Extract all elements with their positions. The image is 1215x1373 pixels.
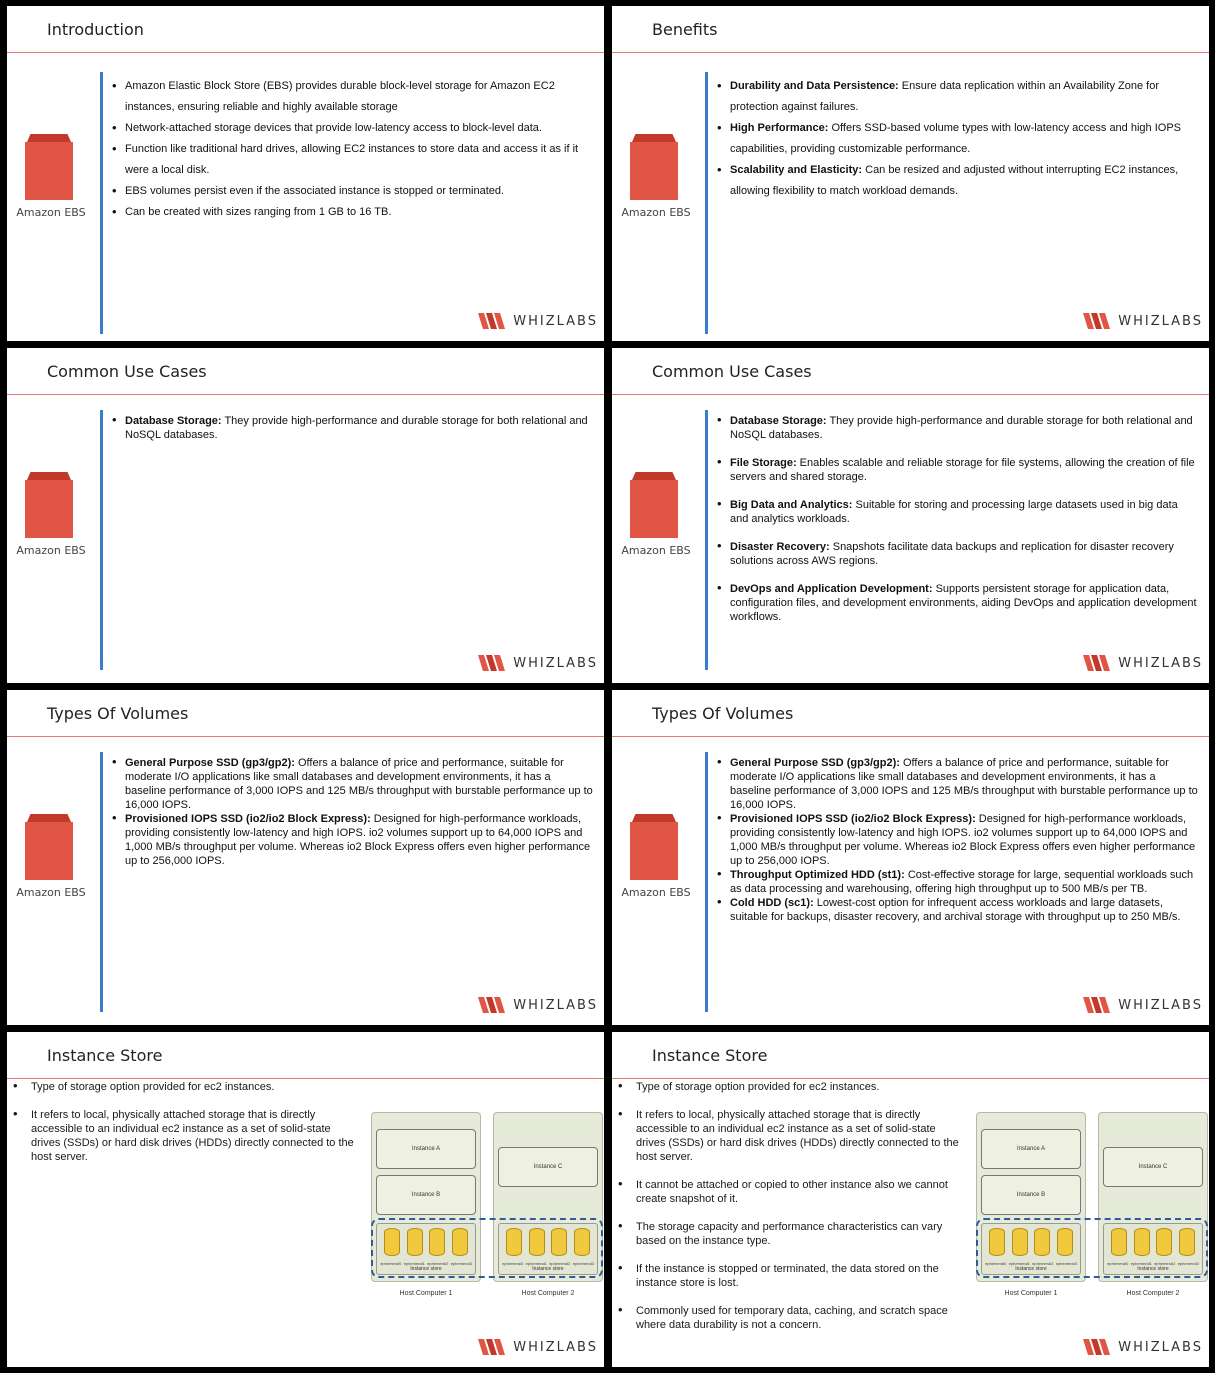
amazon-ebs-icon: [618, 472, 694, 557]
whizlabs-logo: [1083, 655, 1203, 671]
ephemeral-label: ephemeral1: [525, 1261, 547, 1266]
instance-box: [1103, 1147, 1203, 1187]
ephemeral-label: ephemeral3: [450, 1261, 472, 1266]
bullet-text: Enables scalable and reliable storage for file systems, allowing the creation of file servers and shared storage.: [730, 457, 1195, 483]
ephemeral-label: ephemeral0: [985, 1261, 1007, 1266]
bullet-item: [112, 812, 594, 868]
slide-title: Introduction: [47, 20, 144, 39]
whizlabs-logo-text: WHIZLABS: [1118, 313, 1203, 329]
slide-store-a: [7, 1032, 604, 1367]
bullet-item: [717, 498, 1199, 526]
bullet-item: [717, 582, 1199, 624]
slide-volumes-b: [612, 690, 1209, 1025]
bullet-text: The storage capacity and performance characteristics can vary based on the instance type.: [636, 1221, 943, 1247]
whizlabs-logo-text: WHIZLABS: [513, 313, 598, 329]
slide-title: Instance Store: [652, 1046, 768, 1065]
bullet-term: Database Storage:: [125, 415, 222, 427]
whizlabs-logo-text: WHIZLABS: [513, 655, 598, 671]
bullet-list: [13, 1080, 358, 1178]
ebs-cube-icon: [630, 814, 678, 880]
instance-store-dashed-group: [371, 1218, 603, 1278]
whizlabs-logo-icon: [478, 655, 508, 671]
bullet-item: [717, 76, 1199, 118]
instance-label: Instance A: [411, 1146, 441, 1152]
whizlabs-logo: [478, 997, 598, 1013]
bullet-text: Can be resized and adjusted without interrupting EC2 instances, allowing flexibility to match workload demands.: [730, 164, 1179, 197]
accent-bar: [100, 752, 103, 1012]
instance-label: Instance B: [1016, 1192, 1046, 1198]
amazon-ebs-caption: Amazon EBS: [621, 886, 691, 899]
bullet-term: General Purpose SSD (gp3/gp2):: [730, 757, 900, 769]
whizlabs-logo: [1083, 1339, 1203, 1355]
bullet-item: [717, 896, 1199, 924]
instance-store-diagram: [976, 1112, 1208, 1302]
whizlabs-logo: [478, 313, 598, 329]
accent-bar: [705, 72, 708, 334]
bullet-term: High Performance:: [730, 122, 829, 134]
ephemeral-label: ephemeral3: [1055, 1261, 1077, 1266]
instance-box: [981, 1129, 1081, 1169]
bullet-text: It refers to local, physically attached storage that is directly accessible to an individual ec2 instance as a set of solid-state drives (SSDs) or hard disk drives (HDDs) directly connected to the host server.: [636, 1109, 959, 1163]
whizlabs-logo-icon: [1083, 655, 1113, 671]
title-divider: [612, 52, 1209, 53]
title-divider: [7, 52, 604, 53]
bullet-item: [618, 1262, 963, 1290]
instance-store-diagram: [371, 1112, 603, 1302]
bullet-list: [112, 414, 594, 456]
bullet-text: Type of storage option provided for ec2 instances.: [31, 1081, 275, 1093]
ebs-cube-icon: [630, 134, 678, 200]
instance-store-label: Instance store: [1137, 1266, 1169, 1272]
amazon-ebs-icon: [13, 814, 89, 899]
bullet-term: Provisioned IOPS SSD (io2/io2 Block Express):: [125, 813, 371, 825]
bullet-item: [13, 1108, 358, 1164]
slide-usecases-b: [612, 348, 1209, 683]
ephemeral-label: ephemeral3: [1177, 1261, 1199, 1266]
ephemeral-label: ephemeral1: [403, 1261, 425, 1266]
host-computer-label: Host Computer 1: [1004, 1290, 1058, 1297]
bullet-text: Snapshots facilitate data backups and replication for disaster recovery solutions across AWS regions.: [730, 541, 1174, 567]
amazon-ebs-caption: Amazon EBS: [16, 206, 86, 219]
ephemeral-label: ephemeral1: [1008, 1261, 1030, 1266]
bullet-item: [112, 756, 594, 812]
bullet-item: [112, 414, 594, 442]
bullet-text: If the instance is stopped or terminated, the data stored on the instance store is lost.: [636, 1263, 939, 1289]
bullet-text: Supports persistent storage for application data, configuration files, and development environments, aiding DevOps and application development workflows.: [730, 583, 1197, 623]
bullet-item: [717, 160, 1199, 202]
whizlabs-logo-icon: [1083, 997, 1113, 1013]
bullet-term: Cold HDD (sc1):: [730, 897, 814, 909]
amazon-ebs-icon: [13, 134, 89, 219]
title-divider: [612, 1078, 1209, 1079]
title-divider: [7, 1078, 604, 1079]
slide-title: Benefits: [652, 20, 718, 39]
bullet-term: General Purpose SSD (gp3/gp2):: [125, 757, 295, 769]
slide-benefits: [612, 6, 1209, 341]
slide-title: Types Of Volumes: [47, 704, 189, 723]
amazon-ebs-caption: Amazon EBS: [621, 544, 691, 557]
bullet-text: They provide high-performance and durable storage for both relational and NoSQL databases.: [730, 415, 1193, 441]
ephemeral-label: ephemeral0: [502, 1261, 524, 1266]
instance-store-dashed-group: [976, 1218, 1208, 1278]
whizlabs-logo: [1083, 313, 1203, 329]
bullet-item: [717, 756, 1199, 812]
instance-store-label: Instance store: [532, 1266, 564, 1272]
bullet-text: Can be created with sizes ranging from 1 GB to 16 TB.: [125, 206, 392, 218]
title-divider: [612, 736, 1209, 737]
bullet-list: [717, 756, 1199, 924]
slide-usecases-a: [7, 348, 604, 683]
ebs-cube-icon: [25, 814, 73, 880]
whizlabs-logo-text: WHIZLABS: [513, 997, 598, 1013]
ephemeral-label: ephemeral0: [380, 1261, 402, 1266]
whizlabs-logo-text: WHIZLABS: [1118, 1339, 1203, 1355]
slide-store-b: [612, 1032, 1209, 1367]
bullet-text: Function like traditional hard drives, allowing EC2 instances to store data and access it as if it were a local disk.: [125, 143, 579, 176]
whizlabs-logo-icon: [478, 313, 508, 329]
bullet-term: Provisioned IOPS SSD (io2/io2 Block Express):: [730, 813, 976, 825]
bullet-item: [13, 1080, 358, 1094]
bullet-text: It cannot be attached or copied to other instance also we cannot create snapshot of it.: [636, 1179, 948, 1205]
whizlabs-logo-text: WHIZLABS: [1118, 655, 1203, 671]
bullet-term: Database Storage:: [730, 415, 827, 427]
accent-bar: [705, 410, 708, 670]
whizlabs-logo-icon: [1083, 313, 1113, 329]
bullet-item: [112, 118, 594, 139]
instance-label: Instance B: [411, 1192, 441, 1198]
bullet-list: [618, 1080, 963, 1346]
whizlabs-logo: [1083, 997, 1203, 1013]
accent-bar: [100, 410, 103, 670]
bullet-item: [112, 76, 594, 118]
instance-box: [376, 1175, 476, 1215]
bullet-item: [717, 118, 1199, 160]
bullet-item: [112, 202, 594, 223]
ephemeral-label: ephemeral2: [427, 1261, 449, 1266]
whizlabs-logo: [478, 1339, 598, 1355]
bullet-term: Durability and Data Persistence:: [730, 80, 899, 92]
bullet-list: [112, 76, 594, 223]
whizlabs-logo-icon: [478, 1339, 508, 1355]
bullet-text: Lowest-cost option for infrequent access workloads and large datasets, suitable for backups, disaster recovery, and archival storage with throughput up to 250 MB/s.: [730, 897, 1181, 923]
bullet-term: Disaster Recovery:: [730, 541, 830, 553]
bullet-text: Offers a balance of price and performance, suitable for moderate I/O applications like small databases and development environments, it has a baseline performance of 3,000 IOPS and 125 MB/s throughput with burstable performance up to 16,000 IOPS.: [125, 757, 593, 811]
bullet-item: [717, 414, 1199, 442]
instance-store-label: Instance store: [1015, 1266, 1047, 1272]
bullet-term: DevOps and Application Development:: [730, 583, 933, 595]
bullet-term: Scalability and Elasticity:: [730, 164, 863, 176]
ephemeral-label: ephemeral2: [1032, 1261, 1054, 1266]
ephemeral-label: ephemeral2: [1154, 1261, 1176, 1266]
slide-title: Common Use Cases: [47, 362, 207, 381]
instance-label: Instance C: [1138, 1164, 1168, 1170]
instance-box: [981, 1175, 1081, 1215]
slide-title: Types Of Volumes: [652, 704, 794, 723]
amazon-ebs-icon: [618, 814, 694, 899]
bullet-list: [717, 414, 1199, 638]
bullet-text: Amazon Elastic Block Store (EBS) provides durable block-level storage for Amazon EC2 instances, ensuring reliable and highly available storage: [125, 80, 555, 113]
bullet-term: File Storage:: [730, 457, 797, 469]
ephemeral-label: ephemeral3: [572, 1261, 594, 1266]
instance-box: [376, 1129, 476, 1169]
instance-label: Instance A: [1016, 1146, 1046, 1152]
whizlabs-logo-text: WHIZLABS: [513, 1339, 598, 1355]
slide-title: Common Use Cases: [652, 362, 812, 381]
bullet-text: Network-attached storage devices that provide low-latency access to block-level data.: [125, 122, 542, 134]
ebs-cube-icon: [25, 134, 73, 200]
ephemeral-label: ephemeral0: [1107, 1261, 1129, 1266]
title-divider: [7, 736, 604, 737]
host-computer-label: Host Computer 2: [521, 1290, 575, 1297]
bullet-term: Big Data and Analytics:: [730, 499, 853, 511]
bullet-text: Cost-effective storage for large, sequential workloads such as data processing and warehousing, offering high throughput up to 500 MB/s per TB.: [730, 869, 1194, 895]
bullet-text: Designed for high-performance workloads, providing consistently low-latency and high IOPS. io2 volumes support up to 64,000 IOPS and 1,000 MB/s throughput per volume. Whereas io2 Block Express offers even higher performance up to 256,000 IOPS.: [125, 813, 591, 867]
bullet-text: Commonly used for temporary data, caching, and scratch space where data durability is not a concern.: [636, 1305, 948, 1331]
ebs-cube-icon: [630, 472, 678, 538]
bullet-item: [618, 1108, 963, 1164]
amazon-ebs-icon: [13, 472, 89, 557]
bullet-list: [112, 756, 594, 868]
bullet-item: [112, 139, 594, 181]
bullet-item: [618, 1178, 963, 1206]
instance-store-label: Instance store: [410, 1266, 442, 1272]
instance-box: [498, 1147, 598, 1187]
bullet-item: [112, 181, 594, 202]
ephemeral-label: ephemeral1: [1130, 1261, 1152, 1266]
bullet-text: They provide high-performance and durable storage for both relational and NoSQL databases.: [125, 415, 588, 441]
title-divider: [7, 394, 604, 395]
amazon-ebs-caption: Amazon EBS: [621, 206, 691, 219]
bullet-text: Designed for high-performance workloads, providing consistently low-latency and high IOPS. io2 volumes support up to 64,000 IOPS and 1,000 MB/s throughput per volume. Whereas io2 Block Express offers even higher performance up to 256,000 IOPS.: [730, 813, 1196, 867]
ebs-cube-icon: [25, 472, 73, 538]
whizlabs-logo-text: WHIZLABS: [1118, 997, 1203, 1013]
host-computer-label: Host Computer 1: [399, 1290, 453, 1297]
bullet-text: EBS volumes persist even if the associated instance is stopped or terminated.: [125, 185, 505, 197]
bullet-item: [717, 540, 1199, 568]
title-divider: [612, 394, 1209, 395]
bullet-text: Type of storage option provided for ec2 instances.: [636, 1081, 880, 1093]
bullet-item: [717, 812, 1199, 868]
whizlabs-logo: [478, 655, 598, 671]
amazon-ebs-caption: Amazon EBS: [16, 544, 86, 557]
bullet-text: It refers to local, physically attached storage that is directly accessible to an individual ec2 instance as a set of solid-state drives (SSDs) or hard disk drives (HDDs) directly connected to the host server.: [31, 1109, 354, 1163]
whizlabs-logo-icon: [1083, 1339, 1113, 1355]
bullet-item: [717, 868, 1199, 896]
host-computer-label: Host Computer 2: [1126, 1290, 1180, 1297]
whizlabs-logo-icon: [478, 997, 508, 1013]
bullet-text: Offers SSD-based volume types with low-latency access and high IOPS capabilities, providing customizable performance.: [730, 122, 1181, 155]
slide-volumes-a: [7, 690, 604, 1025]
amazon-ebs-caption: Amazon EBS: [16, 886, 86, 899]
bullet-text: Ensure data replication within an Availability Zone for protection against failures.: [730, 80, 1160, 113]
slide-title: Instance Store: [47, 1046, 163, 1065]
slide-intro: [7, 6, 604, 341]
instance-label: Instance C: [533, 1164, 563, 1170]
accent-bar: [100, 72, 103, 334]
amazon-ebs-icon: [618, 134, 694, 219]
bullet-list: [717, 76, 1199, 202]
bullet-text: Suitable for storing and processing large datasets used in big data and analytics workloads.: [730, 499, 1178, 525]
bullet-item: [717, 456, 1199, 484]
accent-bar: [705, 752, 708, 1012]
bullet-text: Offers a balance of price and performance, suitable for moderate I/O applications like small databases and development environments, it has a baseline performance of 3,000 IOPS and 125 MB/s throughput with burstable performance up to 16,000 IOPS.: [730, 757, 1198, 811]
bullet-term: Throughput Optimized HDD (st1):: [730, 869, 905, 881]
bullet-item: [618, 1220, 963, 1248]
bullet-item: [618, 1304, 963, 1332]
bullet-item: [618, 1080, 963, 1094]
ephemeral-label: ephemeral2: [549, 1261, 571, 1266]
